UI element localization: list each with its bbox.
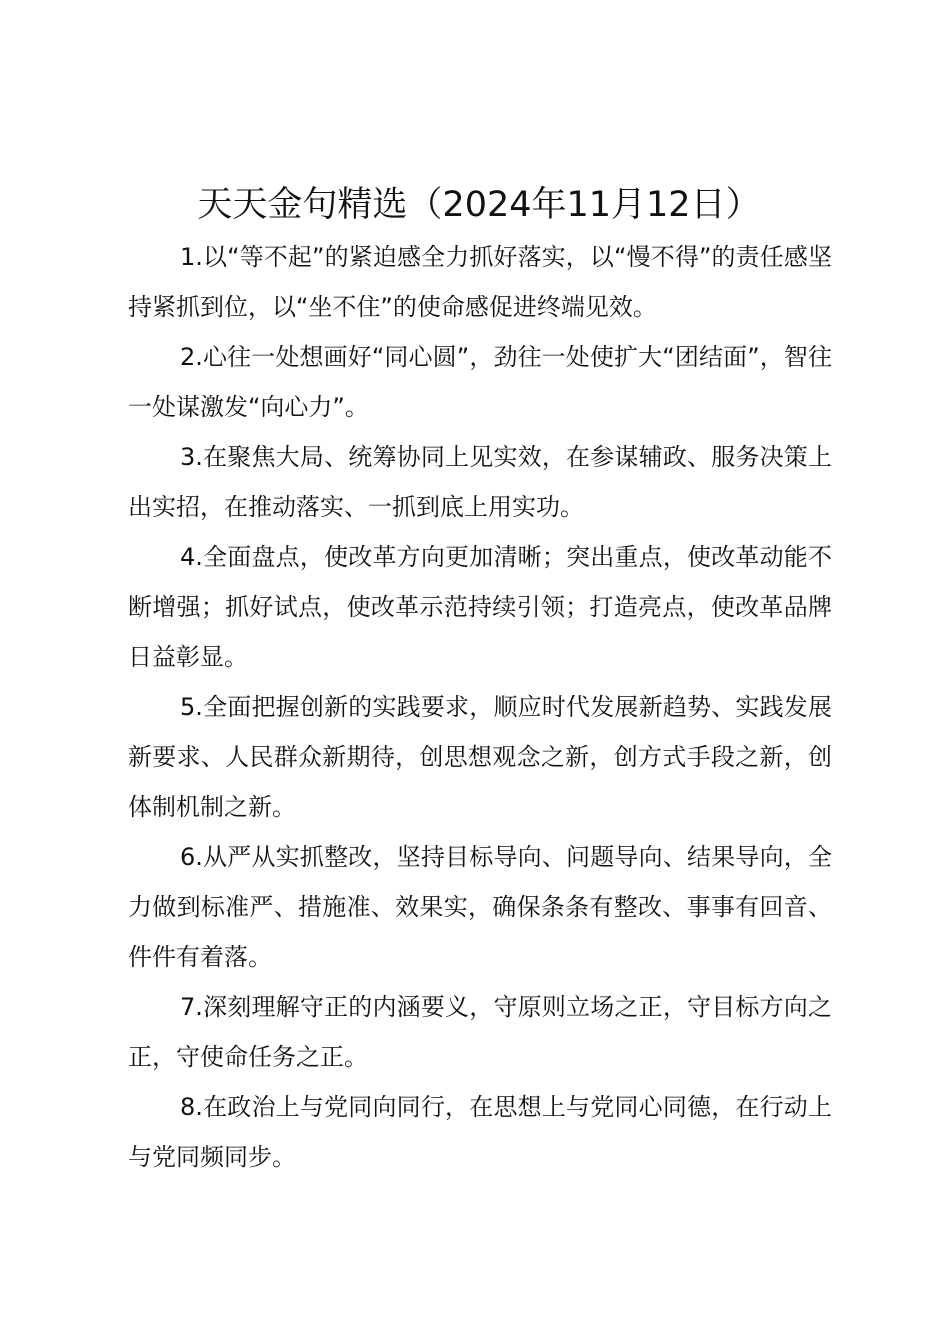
quote-item-2: 2.心往一处想画好“同心圆”，劲往一处使扩大“团结面”，智往一处谋激发“向心力”。: [128, 343, 832, 421]
quote-item-1: 1.以“等不起”的紧迫感全力抓好落实，以“慢不得”的责任感坚持紧抓到位，以“坐不住”的使命感促进终端见效。: [128, 243, 832, 321]
quote-item-4: 4.全面盘点，使改革方向更加清晰；突出重点，使改革动能不断增强；抓好试点，使改革示范持续引领；打造亮点，使改革品牌日益彰显。: [128, 543, 832, 671]
document-title: 天天金句精选（2024年11月12日）: [197, 185, 761, 225]
quote-item-8: 8.在政治上与党同向同行，在思想上与党同心同德，在行动上与党同频同步。: [128, 1093, 832, 1171]
quote-item-3: 3.在聚焦大局、统筹协同上见实效，在参谋辅政、服务决策上出实招，在推动落实、一抓到底上用实功。: [128, 443, 832, 521]
quote-item-5: 5.全面把握创新的实践要求，顺应时代发展新趋势、实践发展新要求、人民群众新期待，创思想观念之新，创方式手段之新，创体制机制之新。: [128, 693, 832, 821]
quote-item-7: 7.深刻理解守正的内涵要义，守原则立场之正，守目标方向之正，守使命任务之正。: [128, 993, 832, 1071]
quote-item-6: 6.从严从实抓整改，坚持目标导向、问题导向、结果导向，全力做到标准严、措施准、效果实，确保条条有整改、事事有回音、件件有着落。: [128, 843, 832, 971]
quote-list: [128, 232, 832, 1182]
